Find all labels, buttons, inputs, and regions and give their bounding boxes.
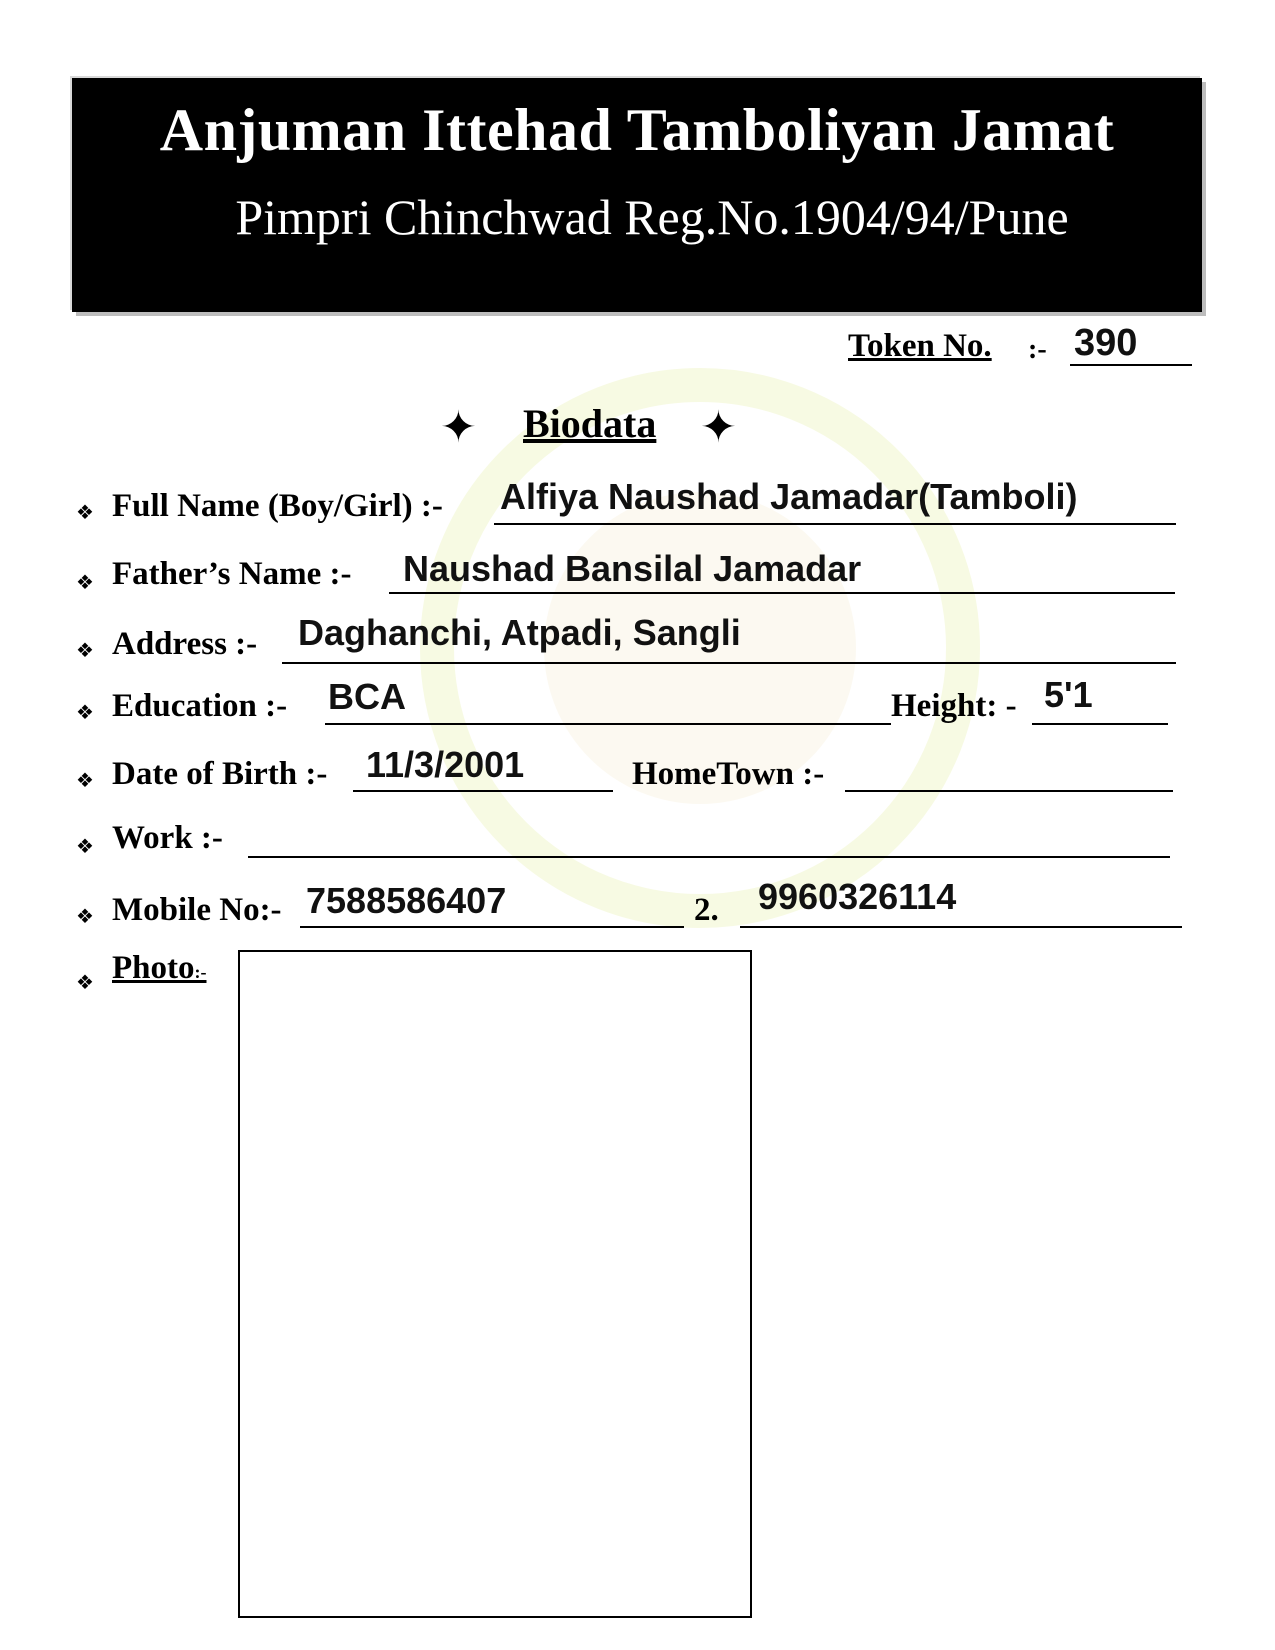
mobile-label: Mobile No:-	[112, 892, 282, 928]
star-left-icon: ✦	[440, 403, 477, 452]
diamond-bullet-icon: ❖	[76, 502, 94, 524]
organization-title: Anjuman Ittehad Tamboliyan Jamat	[159, 97, 1115, 163]
mobile-second-label: 2.	[694, 892, 719, 928]
father-name-line	[389, 592, 1175, 594]
token-separator: :-	[1028, 334, 1047, 365]
diamond-bullet-icon: ❖	[76, 770, 94, 792]
mobile-second-line	[740, 926, 1182, 928]
education-value: BCA	[328, 676, 406, 717]
hometown-label: HomeTown :-	[632, 756, 825, 792]
token-underline	[1070, 364, 1192, 366]
height-label: Height: -	[891, 688, 1017, 724]
full-name-label: Full Name (Boy/Girl) :-	[112, 488, 443, 524]
registration-subtitle: Pimpri Chinchwad Reg.No.1904/94/Pune	[235, 189, 1069, 245]
photo-box	[238, 950, 752, 1618]
mobile-second-value: 9960326114	[758, 876, 957, 917]
diamond-bullet-icon: ❖	[76, 702, 94, 724]
work-line	[248, 856, 1170, 858]
dob-line	[353, 790, 613, 792]
address-label: Address :-	[112, 626, 258, 662]
address-value: Daghanchi, Atpadi, Sangli	[298, 612, 741, 653]
diamond-bullet-icon: ❖	[76, 572, 94, 594]
work-label: Work :-	[112, 820, 223, 856]
star-right-icon: ✦	[700, 403, 737, 452]
height-value: 5'1	[1044, 674, 1093, 715]
diamond-bullet-icon: ❖	[76, 836, 94, 858]
diamond-bullet-icon: ❖	[76, 906, 94, 928]
full-name-value: Alfiya Naushad Jamadar(Tamboli)	[500, 476, 1078, 517]
photo-label: Photo:-	[112, 950, 207, 986]
address-line	[282, 662, 1176, 664]
dob-label: Date of Birth :-	[112, 756, 328, 792]
full-name-line	[494, 523, 1176, 525]
hometown-line	[845, 790, 1173, 792]
father-name-label: Father’s Name :-	[112, 556, 352, 592]
father-name-value: Naushad Bansilal Jamadar	[403, 548, 862, 589]
mobile-value: 7588586407	[306, 880, 507, 921]
token-label: Token No.	[848, 328, 992, 364]
header-banner	[72, 78, 1202, 312]
diamond-bullet-icon: ❖	[76, 972, 94, 994]
mobile-line	[300, 926, 684, 928]
diamond-bullet-icon: ❖	[76, 640, 94, 662]
education-label: Education :-	[112, 688, 288, 724]
token-value: 390	[1074, 322, 1138, 364]
height-line	[1032, 723, 1168, 725]
education-line	[325, 723, 891, 725]
biodata-heading: Biodata	[523, 401, 657, 446]
dob-value: 11/3/2001	[366, 744, 525, 785]
